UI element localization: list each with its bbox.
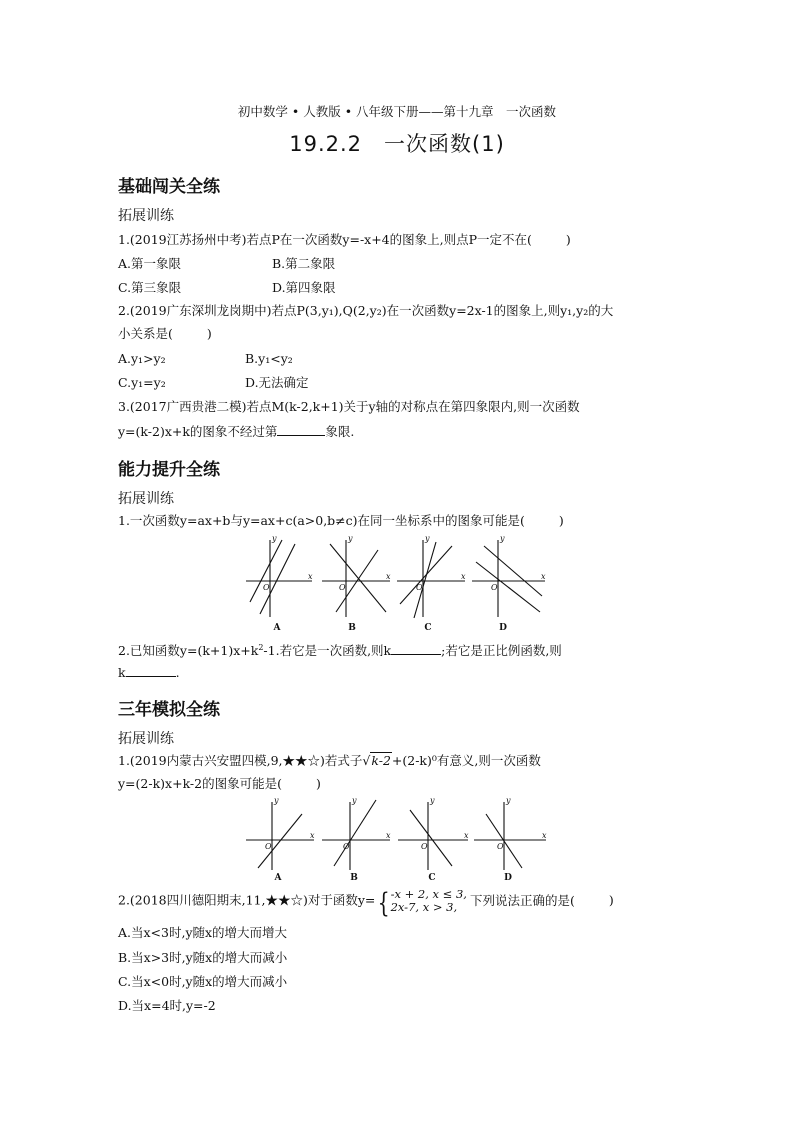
- graph-d-y-label: y: [506, 796, 511, 805]
- graph-a-y-label: y: [272, 534, 277, 543]
- s1-q2-option-d: D.无法确定: [245, 375, 309, 390]
- graph-b-x-label: x: [386, 831, 391, 840]
- s1-q2-option-a: A.y₁>y₂: [118, 351, 166, 366]
- graph-c-origin: O: [421, 842, 428, 851]
- s3-q2-stem: 2.(2018四川德阳期末,11,★★☆)对于函数y={ -x + 2, x ≤ 3, 2x-7, x > 3, 下列说法正确的是( ): [118, 887, 614, 919]
- graph-c-label: C: [428, 873, 436, 882]
- s1-q1-option-d: D.第四象限: [272, 280, 336, 295]
- section-sub-mock: 拓展训练: [118, 731, 174, 747]
- graph-c: [398, 802, 468, 870]
- s1-q2-line2: 小关系是( ): [118, 326, 212, 341]
- graph-d-origin: O: [491, 583, 498, 592]
- s2-q1-graphs: [240, 532, 560, 634]
- piecewise-brace: {: [377, 887, 390, 919]
- s1-q1-option-b: B.第二象限: [272, 256, 336, 271]
- graph-c: [397, 540, 465, 618]
- section-heading-advanced: 能力提升全练: [118, 460, 220, 480]
- s3-q1-line2: y=(2-k)x+k-2的图象可能是( ): [118, 776, 321, 791]
- graph-b-y-label: y: [348, 534, 353, 543]
- s2-q1-stem: 1.一次函数y=ax+b与y=ax+c(a>0,b≠c)在同一坐标系中的图象可能是( ): [118, 513, 564, 528]
- answer-blank[interactable]: [126, 664, 176, 677]
- graph-a-origin: O: [265, 842, 272, 851]
- graph-d-label: D: [504, 873, 512, 882]
- answer-blank[interactable]: [277, 423, 325, 436]
- s3-q2-option-d: D.当x=4时,y=-2: [118, 998, 216, 1013]
- graph-a-y-label: y: [274, 796, 279, 805]
- graph-a-origin: O: [263, 583, 270, 592]
- graph-a: [246, 802, 314, 870]
- graph-a-label: A: [274, 873, 282, 882]
- s1-q1-option-c: C.第三象限: [118, 280, 182, 295]
- section-heading-mock: 三年模拟全练: [118, 700, 220, 720]
- page-title: 19.2.2 一次函数(1): [289, 132, 505, 156]
- s3-q2-option-b: B.当x>3时,y随x的增大而减小: [118, 950, 288, 965]
- graph-d-y-label: y: [500, 534, 505, 543]
- section-sub-basic: 拓展训练: [118, 208, 174, 224]
- graph-d-x-label: x: [541, 572, 546, 581]
- graph-d: [472, 540, 545, 617]
- s3-q1-graphs: [240, 796, 560, 882]
- graph-b-origin: O: [339, 583, 346, 592]
- s2-q2-line1: 2.已知函数$y=(k+1)x+k^2-1$.若它是一次函数,则k ;若它是正比例函数,则: [118, 643, 562, 659]
- s1-q3-line1: 3.(2017广西贵港二模)若点M(k-2,k+1)关于y轴的对称点在第四象限内,则一次函数: [118, 399, 580, 414]
- piecewise-cases: -x + 2, x ≤ 3, 2x-7, x > 3,: [390, 887, 467, 914]
- graph-c-origin: O: [416, 583, 423, 592]
- graph-a-x-label: x: [308, 572, 313, 581]
- graph-b-origin: O: [343, 842, 350, 851]
- graph-b: [322, 800, 390, 870]
- s1-q2-option-b: B.y₁<y₂: [245, 351, 293, 366]
- s1-q2-line1: 2.(2019广东深圳龙岗期中)若点P(3,y₁),Q(2,y₂)在一次函数y=2x-1的图象上,则y₁,y₂的大: [118, 303, 614, 318]
- graph-b-y-label: y: [352, 796, 357, 805]
- graph-a: [246, 540, 312, 617]
- graph-c-x-label: x: [464, 831, 469, 840]
- graph-d-x-label: x: [542, 831, 547, 840]
- graph-b-x-label: x: [386, 572, 391, 581]
- s3-q1-line1: 1.(2019内蒙古兴安盟四模,9,★★☆)若式子√k-2+(2-k)⁰有意义,则一次函数: [118, 753, 541, 768]
- graph-b-label: B: [350, 873, 358, 882]
- page-header: 初中数学 • 人教版 • 八年级下册——第十九章 一次函数: [237, 104, 557, 119]
- graph-c-y-label: y: [430, 796, 435, 805]
- s3-q2-option-a: A.当x<3时,y随x的增大而增大: [118, 925, 288, 940]
- s3-q2-option-c: C.当x<0时,y随x的增大而减小: [118, 974, 288, 989]
- s1-q2-option-c: C.y₁=y₂: [118, 375, 166, 390]
- graph-d-label: D: [499, 623, 507, 633]
- section-heading-basic: 基础闯关全练: [118, 177, 220, 197]
- graph-b-label: B: [348, 623, 356, 633]
- graph-b: [322, 540, 390, 617]
- graph-d: [474, 802, 546, 870]
- s1-q1-stem: 1.(2019江苏扬州中考)若点P在一次函数y=-x+4的图象上,则点P一定不在( ): [118, 232, 571, 247]
- graph-c-y-label: y: [425, 534, 430, 543]
- graph-a-label: A: [273, 623, 281, 633]
- s1-q1-option-a: A.第一象限: [118, 256, 182, 271]
- graph-c-label: C: [424, 623, 432, 633]
- s1-q3-line2: y=(k-2)x+k的图象不经过第 象限.: [118, 424, 355, 439]
- answer-blank[interactable]: [391, 642, 441, 655]
- s2-q2-line2: k .: [118, 665, 180, 680]
- graph-a-x-label: x: [310, 831, 315, 840]
- graph-d-origin: O: [497, 842, 504, 851]
- section-sub-advanced: 拓展训练: [118, 491, 174, 507]
- graph-c-x-label: x: [461, 572, 466, 581]
